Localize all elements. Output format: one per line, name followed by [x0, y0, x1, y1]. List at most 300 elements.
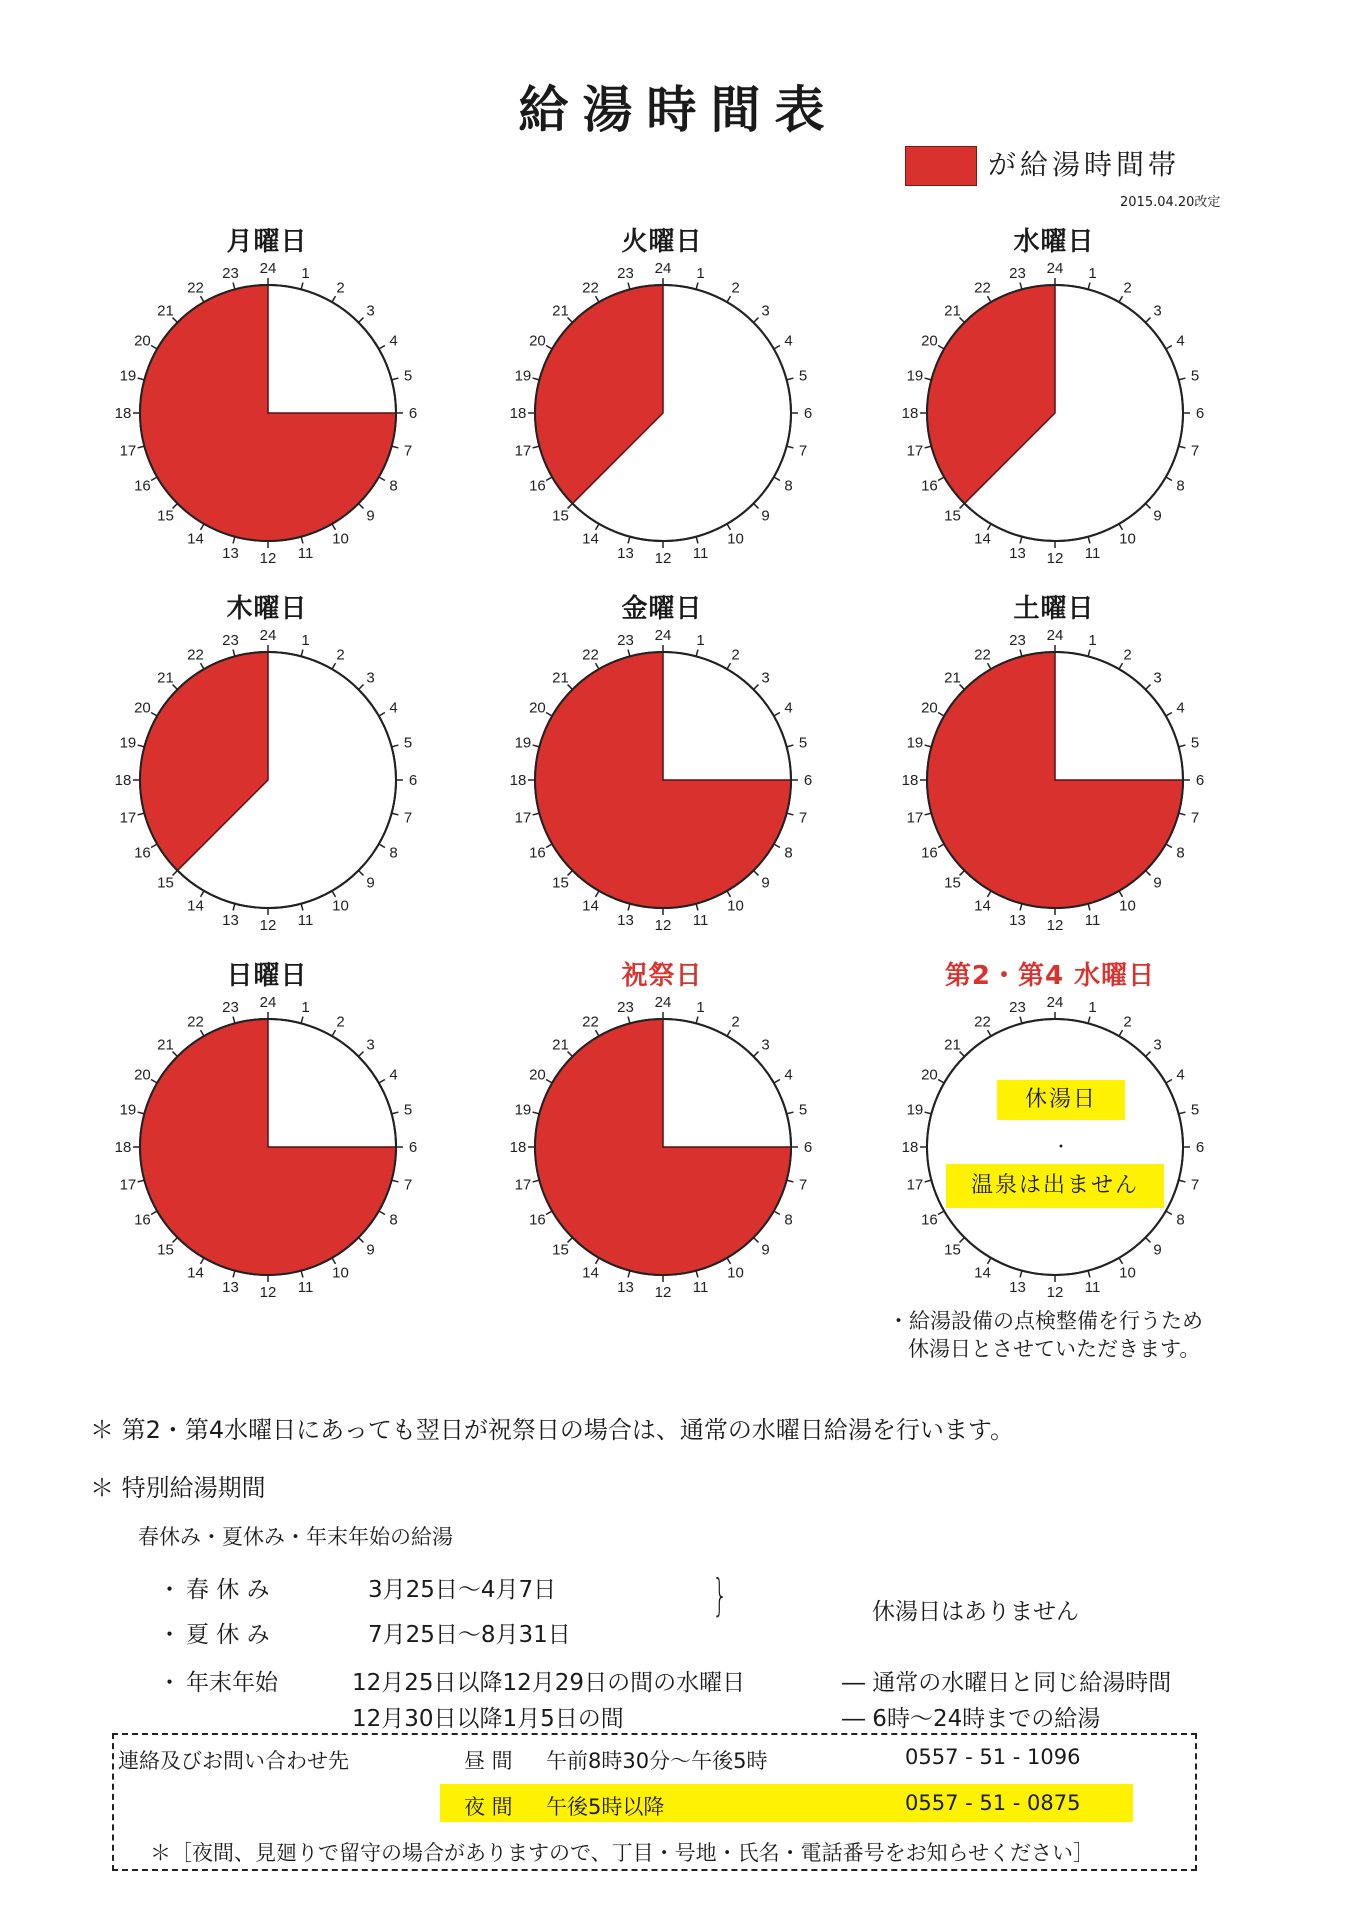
hour-label: 17 [119, 809, 137, 827]
hour-label: 10 [727, 897, 744, 915]
hour-label: 18 [509, 405, 527, 422]
hour-label: 24 [654, 994, 672, 1011]
hour-tick [1088, 537, 1090, 544]
hour-tick [988, 1258, 992, 1264]
legend-text: が給湯時間帯 [988, 148, 1181, 181]
hour-label: 23 [617, 264, 634, 282]
hour-label: 15 [157, 1241, 174, 1259]
hour-label: 5 [1190, 734, 1200, 752]
hour-label: 24 [259, 994, 277, 1011]
hour-tick [1166, 1211, 1172, 1215]
hour-tick [787, 446, 794, 448]
hour-label: 1 [696, 631, 705, 649]
day-label-monday: 月曜日 [226, 227, 308, 257]
hour-label: 4 [389, 699, 398, 717]
hour-label: 23 [1009, 264, 1026, 282]
hour-label: 15 [944, 1241, 961, 1259]
hour-tick [151, 477, 157, 481]
hour-label: 17 [119, 1176, 137, 1194]
day-label-wednesday: 水曜日 [1013, 227, 1095, 257]
hour-tick [138, 745, 145, 747]
hour-label: 20 [921, 1066, 938, 1084]
hour-tick [938, 844, 944, 848]
hour-label: 17 [119, 442, 137, 460]
hour-tick [925, 378, 932, 380]
hour-tick [938, 1080, 944, 1084]
hour-tick [754, 871, 759, 876]
hour-tick [392, 813, 399, 815]
hour-tick [546, 1211, 552, 1215]
hour-label: 22 [974, 279, 991, 297]
hour-tick [1146, 318, 1151, 323]
hour-tick [201, 1258, 205, 1264]
hour-tick [787, 1180, 794, 1182]
hour-tick [628, 283, 630, 290]
hour-label: 2 [731, 1013, 740, 1031]
hour-label: 10 [1119, 530, 1136, 548]
hour-label: 8 [1176, 477, 1185, 495]
hour-tick [359, 685, 364, 690]
hour-tick [301, 650, 303, 657]
hour-label: 17 [906, 809, 924, 827]
hour-label: 5 [403, 734, 413, 752]
no-hot-spring-label: 温泉は出ません [946, 1164, 1164, 1208]
hour-label: 8 [1176, 1211, 1185, 1229]
hour-label: 20 [529, 332, 546, 350]
hour-tick [546, 844, 552, 848]
hour-label: 1 [301, 631, 310, 649]
summer-break-label: 夏 休 み [186, 1622, 270, 1648]
hour-label: 3 [761, 302, 770, 320]
hour-tick [1119, 1258, 1123, 1264]
hour-tick [138, 813, 145, 815]
hour-label: 4 [1176, 1066, 1185, 1084]
spring-break-label: 春 休 み [186, 1577, 270, 1603]
hour-tick [696, 1017, 698, 1024]
hour-label: 14 [187, 1264, 204, 1282]
year-end-dates-2: 12月30日以降1月5日の間 [352, 1706, 624, 1732]
hour-tick [301, 283, 303, 290]
hour-label: 5 [1190, 1101, 1200, 1119]
hour-label: 7 [403, 442, 413, 460]
year-end-detail-2: ― 6時～24時までの給湯 [842, 1706, 1101, 1732]
summer-bullet: ・ [158, 1622, 181, 1648]
hour-label: 14 [582, 530, 599, 548]
hour-label: 9 [761, 507, 770, 525]
hour-tick [301, 1271, 303, 1278]
hour-label: 20 [134, 699, 151, 717]
hour-label: 3 [761, 669, 770, 687]
hour-label: 3 [761, 1036, 770, 1054]
hour-label: 6 [803, 1139, 813, 1156]
day-label-sunday: 日曜日 [226, 961, 308, 991]
hour-label: 11 [1084, 1279, 1101, 1297]
hour-label: 21 [944, 669, 961, 687]
hour-tick [727, 296, 731, 302]
daytime-phone[interactable]: 0557 - 51 - 1096 [905, 1745, 1081, 1769]
hour-tick [233, 650, 235, 657]
hour-tick [988, 296, 992, 302]
hour-label: 13 [222, 545, 239, 563]
hour-label: 21 [944, 302, 961, 320]
hour-label: 16 [134, 477, 151, 495]
hour-label: 3 [1153, 302, 1162, 320]
hour-tick [233, 537, 235, 544]
hour-tick [774, 713, 780, 717]
hour-label: 8 [784, 477, 793, 495]
hour-tick [151, 1080, 157, 1084]
hour-label: 24 [259, 627, 277, 644]
hour-tick [332, 524, 336, 530]
hour-tick [533, 1112, 540, 1114]
day-label-thursday: 木曜日 [226, 594, 308, 624]
hour-tick [1088, 650, 1090, 657]
hour-label: 6 [1195, 772, 1205, 789]
hour-tick [392, 1180, 399, 1182]
hour-label: 17 [514, 1176, 532, 1194]
hour-label: 6 [1195, 405, 1205, 422]
hour-label: 10 [727, 1264, 744, 1282]
hour-label: 16 [134, 1211, 151, 1229]
nighttime-phone[interactable]: 0557 - 51 - 0875 [905, 1791, 1081, 1815]
hour-tick [727, 524, 731, 530]
hour-tick [546, 1080, 552, 1084]
hour-tick [628, 650, 630, 657]
hour-label: 10 [727, 530, 744, 548]
hour-tick [925, 813, 932, 815]
hour-label: 19 [514, 1101, 532, 1119]
hour-tick [596, 891, 600, 897]
hour-tick [596, 524, 600, 530]
hour-tick [1146, 504, 1151, 509]
closed-day-label: 休湯日 [997, 1080, 1125, 1120]
hour-tick [938, 477, 944, 481]
hour-tick [787, 745, 794, 747]
hour-label: 15 [157, 874, 174, 892]
hour-label: 15 [552, 874, 569, 892]
hour-tick [201, 524, 205, 530]
hour-tick [787, 813, 794, 815]
hour-tick [151, 346, 157, 350]
hour-label: 15 [944, 874, 961, 892]
hour-label: 9 [366, 507, 375, 525]
hour-label: 20 [529, 699, 546, 717]
hour-label: 10 [332, 897, 349, 915]
hour-label: 1 [1088, 264, 1097, 282]
hour-label: 5 [403, 1101, 413, 1119]
hour-label: 11 [692, 912, 709, 930]
hour-label: 22 [974, 646, 991, 664]
hour-tick [1166, 1080, 1172, 1084]
hour-label: 14 [974, 1264, 991, 1282]
hour-label: 21 [552, 302, 569, 320]
hour-label: 10 [332, 530, 349, 548]
hour-label: 5 [1190, 367, 1200, 385]
hour-label: 21 [944, 1036, 961, 1054]
hour-label: 18 [901, 772, 919, 789]
hour-label: 4 [1176, 699, 1185, 717]
dial-friday [510, 627, 813, 934]
hour-tick [1020, 650, 1022, 657]
dial-thursday [115, 627, 418, 934]
hour-label: 12 [259, 550, 277, 567]
hour-label: 20 [134, 332, 151, 350]
period-brace: } [712, 1570, 728, 1621]
hour-tick [754, 685, 759, 690]
hour-tick [546, 346, 552, 350]
special-period-subheading: 春休み・夏休み・年末年始の給湯 [138, 1525, 453, 1549]
hour-label: 10 [1119, 1264, 1136, 1282]
hour-tick [696, 650, 698, 657]
hour-label: 21 [157, 1036, 174, 1054]
hour-label: 8 [784, 844, 793, 862]
hour-label: 17 [514, 809, 532, 827]
hour-label: 14 [187, 530, 204, 548]
hour-label: 24 [259, 260, 277, 277]
hour-label: 11 [692, 545, 709, 563]
hour-label: 17 [906, 442, 924, 460]
hour-tick [696, 904, 698, 911]
hour-label: 7 [1190, 1176, 1200, 1194]
hour-label: 14 [974, 897, 991, 915]
hour-tick [1119, 891, 1123, 897]
hour-tick [301, 1017, 303, 1024]
hour-tick [988, 524, 992, 530]
hour-tick [754, 504, 759, 509]
wednesday-exception-note: ＊ 第2・第4水曜日にあっても翌日が祝祭日の場合は、通常の水曜日給湯を行います。 [90, 1416, 1015, 1444]
hour-label: 8 [1176, 844, 1185, 862]
spring-bullet: ・ [158, 1577, 181, 1603]
hour-label: 5 [403, 367, 413, 385]
hour-tick [988, 663, 992, 669]
hour-label: 24 [1046, 994, 1064, 1011]
hour-label: 2 [336, 646, 345, 664]
hour-label: 11 [1084, 912, 1101, 930]
hour-label: 18 [114, 772, 132, 789]
hour-tick [1146, 1052, 1151, 1057]
day-label-tuesday: 火曜日 [621, 227, 703, 257]
hour-label: 13 [222, 912, 239, 930]
hour-label: 13 [617, 545, 634, 563]
hour-tick [533, 1180, 540, 1182]
dial-sunday [115, 994, 418, 1301]
hour-tick [628, 537, 630, 544]
hour-tick [1166, 477, 1172, 481]
hour-tick [774, 1211, 780, 1215]
hour-tick [1020, 904, 1022, 911]
hour-tick [1119, 1030, 1123, 1036]
hour-label: 21 [552, 1036, 569, 1054]
hour-tick [754, 1238, 759, 1243]
hour-label: 19 [906, 367, 924, 385]
hour-label: 2 [1123, 279, 1132, 297]
hour-label: 20 [529, 1066, 546, 1084]
hour-label: 22 [974, 1013, 991, 1031]
hour-label: 18 [901, 1139, 919, 1156]
hour-tick [754, 1052, 759, 1057]
day-label-saturday: 土曜日 [1013, 594, 1095, 624]
hour-tick [332, 1030, 336, 1036]
hour-label: 23 [222, 631, 239, 649]
hour-tick [727, 1258, 731, 1264]
hour-label: 14 [974, 530, 991, 548]
hour-tick [392, 446, 399, 448]
hour-label: 12 [654, 1284, 672, 1301]
hour-label: 20 [134, 1066, 151, 1084]
hour-label: 12 [654, 550, 672, 567]
hour-tick [727, 891, 731, 897]
daytime-label: 昼 間 [464, 1749, 513, 1773]
hour-label: 3 [366, 1036, 375, 1054]
hour-label: 15 [552, 507, 569, 525]
hour-tick [138, 446, 145, 448]
hour-label: 7 [798, 809, 808, 827]
hour-tick [925, 446, 932, 448]
day-label-friday: 金曜日 [621, 594, 703, 624]
hour-label: 21 [552, 669, 569, 687]
hour-tick [546, 477, 552, 481]
hour-tick [392, 378, 399, 380]
hour-tick [151, 1211, 157, 1215]
hour-tick [379, 477, 385, 481]
hour-tick [938, 346, 944, 350]
hour-tick [533, 446, 540, 448]
hour-tick [596, 663, 600, 669]
hour-label: 7 [1190, 442, 1200, 460]
hour-tick [379, 346, 385, 350]
hour-label: 9 [1153, 507, 1162, 525]
hour-tick [379, 713, 385, 717]
hour-tick [1179, 813, 1186, 815]
dial-tuesday [510, 260, 813, 567]
hour-tick [774, 844, 780, 848]
hour-tick [533, 378, 540, 380]
hour-label: 14 [582, 1264, 599, 1282]
hour-label: 1 [301, 264, 310, 282]
hour-tick [332, 296, 336, 302]
hour-tick [1179, 745, 1186, 747]
contact-heading: 連絡及びお問い合わせ先 [118, 1749, 349, 1773]
hour-tick [359, 1052, 364, 1057]
hour-tick [1179, 378, 1186, 380]
hour-label: 22 [187, 279, 204, 297]
hour-label: 14 [187, 897, 204, 915]
hour-tick [596, 1030, 600, 1036]
hour-label: 8 [389, 844, 398, 862]
hour-label: 22 [187, 1013, 204, 1031]
hour-label: 4 [389, 1066, 398, 1084]
hour-label: 13 [1009, 1279, 1026, 1297]
hour-label: 16 [921, 1211, 938, 1229]
hour-tick [233, 283, 235, 290]
year-end-label: 年末年始 [186, 1670, 278, 1696]
hour-label: 16 [921, 477, 938, 495]
hour-label: 20 [921, 332, 938, 350]
hour-label: 9 [1153, 874, 1162, 892]
hour-tick [628, 1017, 630, 1024]
hour-tick [201, 296, 205, 302]
hour-label: 13 [1009, 545, 1026, 563]
nighttime-label: 夜 間 [464, 1795, 513, 1819]
hour-tick [233, 1017, 235, 1024]
hour-label: 16 [529, 844, 546, 862]
hour-label: 3 [1153, 1036, 1162, 1054]
hour-label: 22 [187, 646, 204, 664]
hour-tick [1020, 283, 1022, 290]
hour-tick [774, 1080, 780, 1084]
revision-date: 2015.04.20改定 [1120, 195, 1221, 210]
hour-label: 7 [798, 442, 808, 460]
hour-tick [1020, 1017, 1022, 1024]
hour-label: 24 [654, 627, 672, 644]
hour-label: 23 [1009, 631, 1026, 649]
hour-label: 13 [1009, 912, 1026, 930]
hour-tick [301, 904, 303, 911]
page-title: 給湯時間表 [518, 81, 839, 139]
hour-tick [201, 663, 205, 669]
hour-tick [988, 1030, 992, 1036]
hour-label: 16 [529, 477, 546, 495]
hour-tick [1119, 296, 1123, 302]
day-label-holiday: 祝祭日 [621, 961, 703, 991]
hour-tick [138, 1112, 145, 1114]
hour-label: 11 [297, 912, 314, 930]
hour-label: 23 [617, 631, 634, 649]
hour-label: 16 [921, 844, 938, 862]
hour-tick [301, 537, 303, 544]
hour-label: 21 [157, 302, 174, 320]
hour-tick [696, 283, 698, 290]
hour-label: 2 [731, 646, 740, 664]
hour-tick [1020, 1271, 1022, 1278]
hour-tick [1119, 663, 1123, 669]
hour-tick [533, 813, 540, 815]
hour-label: 18 [114, 1139, 132, 1156]
spring-break-dates: 3月25日～4月7日 [368, 1577, 557, 1603]
hour-tick [379, 1211, 385, 1215]
hour-label: 13 [617, 912, 634, 930]
hour-label: 11 [297, 545, 314, 563]
hour-label: 24 [1046, 627, 1064, 644]
hour-label: 19 [514, 367, 532, 385]
hour-label: 24 [1046, 260, 1064, 277]
hour-label: 1 [1088, 631, 1097, 649]
hour-tick [938, 1211, 944, 1215]
hour-label: 22 [582, 646, 599, 664]
hour-label: 12 [654, 917, 672, 934]
hour-label: 21 [157, 669, 174, 687]
day-label-2nd-4th-wednesday: 第2・第4 水曜日 [944, 961, 1156, 991]
hour-label: 8 [389, 1211, 398, 1229]
hour-label: 23 [1009, 998, 1026, 1016]
hour-label: 23 [222, 998, 239, 1016]
hour-tick [533, 745, 540, 747]
year-end-detail-1: ― 通常の水曜日と同じ給湯時間 [842, 1670, 1172, 1696]
hour-label: 6 [1195, 1139, 1205, 1156]
dial-wednesday [902, 260, 1205, 567]
hour-label: 2 [336, 1013, 345, 1031]
hour-tick [138, 378, 145, 380]
hour-label: 23 [222, 264, 239, 282]
hour-tick [379, 844, 385, 848]
hour-label: 5 [798, 1101, 808, 1119]
hour-label: 13 [617, 1279, 634, 1297]
hour-label: 9 [366, 874, 375, 892]
hour-tick [151, 844, 157, 848]
hour-tick [787, 378, 794, 380]
hour-label: 4 [389, 332, 398, 350]
hour-tick [359, 318, 364, 323]
